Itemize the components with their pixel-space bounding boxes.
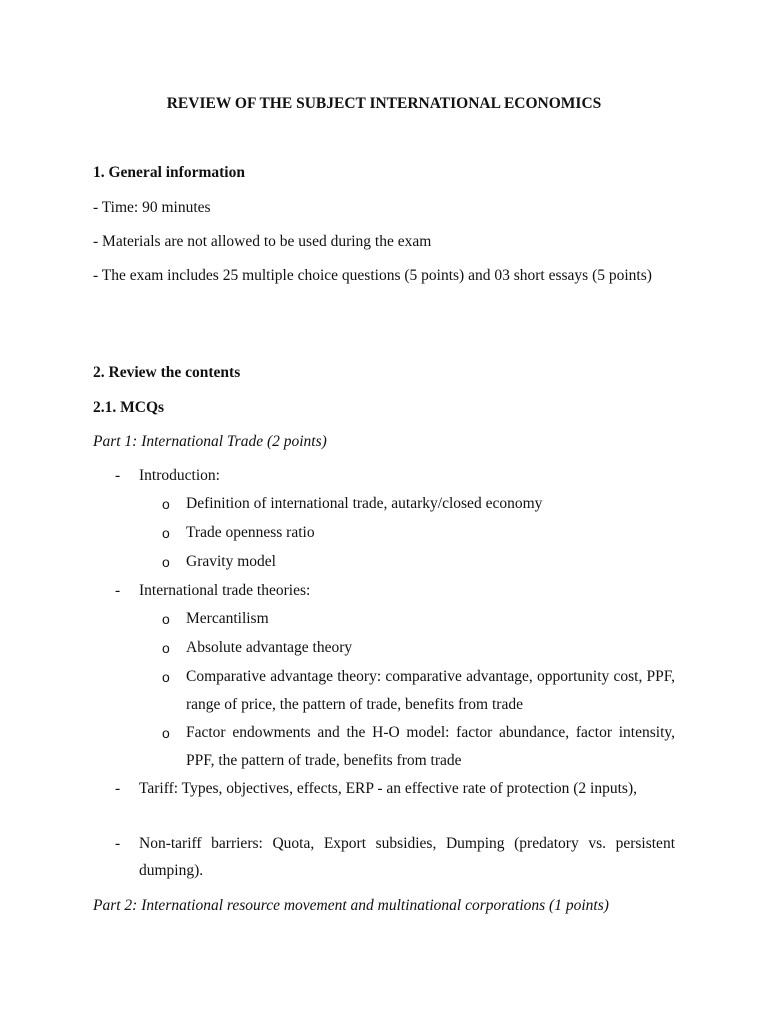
info-line-time: - Time: 90 minutes xyxy=(93,199,211,216)
list-item-label: International trade theories: xyxy=(139,582,311,599)
circle-bullet: o xyxy=(162,496,170,512)
dash-bullet: - xyxy=(115,582,121,599)
sub-list-item-text: Absolute advantage theory xyxy=(186,639,353,656)
dash-bullet: - xyxy=(115,835,121,852)
circle-bullet: o xyxy=(162,725,170,741)
part-2-title: Part 2: International resource movement and multinational corporations (1 points) xyxy=(93,897,609,914)
sub-list-item-text: Definition of international trade, autarky/closed economy xyxy=(186,495,543,512)
sub-list-item-text: Gravity model xyxy=(186,553,276,570)
document-page xyxy=(93,0,675,1024)
list-item-label: Tariff: Types, objectives, effects, ERP - an effective rate of protection (2 inputs), xyxy=(139,780,637,797)
sub-list-item-text: Trade openness ratio xyxy=(186,524,315,541)
circle-bullet: o xyxy=(162,554,170,570)
info-line-exam-structure: - The exam includes 25 multiple choice questions (5 points) and 03 short essays (5 points) xyxy=(93,267,652,284)
circle-bullet: o xyxy=(162,611,170,627)
section-1-heading: 1. General information xyxy=(93,164,245,181)
circle-bullet: o xyxy=(162,669,170,685)
sub-list-item-text: Factor endowments and the H-O model: factor abundance, factor intensity, PPF, the pattern of trade, benefits from trade xyxy=(186,724,675,769)
dash-bullet: - xyxy=(115,780,121,797)
sub-list-item-text: Comparative advantage theory: comparative advantage, opportunity cost, PPF, range of price, the pattern of trade, benefits from trade xyxy=(186,668,675,713)
section-2-heading: 2. Review the contents xyxy=(93,364,241,381)
circle-bullet: o xyxy=(162,525,170,541)
document-title: REVIEW OF THE SUBJECT INTERNATIONAL ECONOMICS xyxy=(166,95,602,112)
dash-bullet: - xyxy=(115,467,121,484)
sub-list-item-text: Mercantilism xyxy=(186,610,269,627)
list-item-label: Non-tariff barriers: Quota, Export subsidies, Dumping (predatory vs. persistent dumping). xyxy=(139,835,675,879)
part-1-title: Part 1: International Trade (2 points) xyxy=(93,433,327,450)
section-2-1-heading: 2.1. MCQs xyxy=(93,399,165,416)
info-line-materials: - Materials are not allowed to be used during the exam xyxy=(93,233,432,250)
list-item-label: Introduction: xyxy=(139,467,220,484)
circle-bullet: o xyxy=(162,640,170,656)
